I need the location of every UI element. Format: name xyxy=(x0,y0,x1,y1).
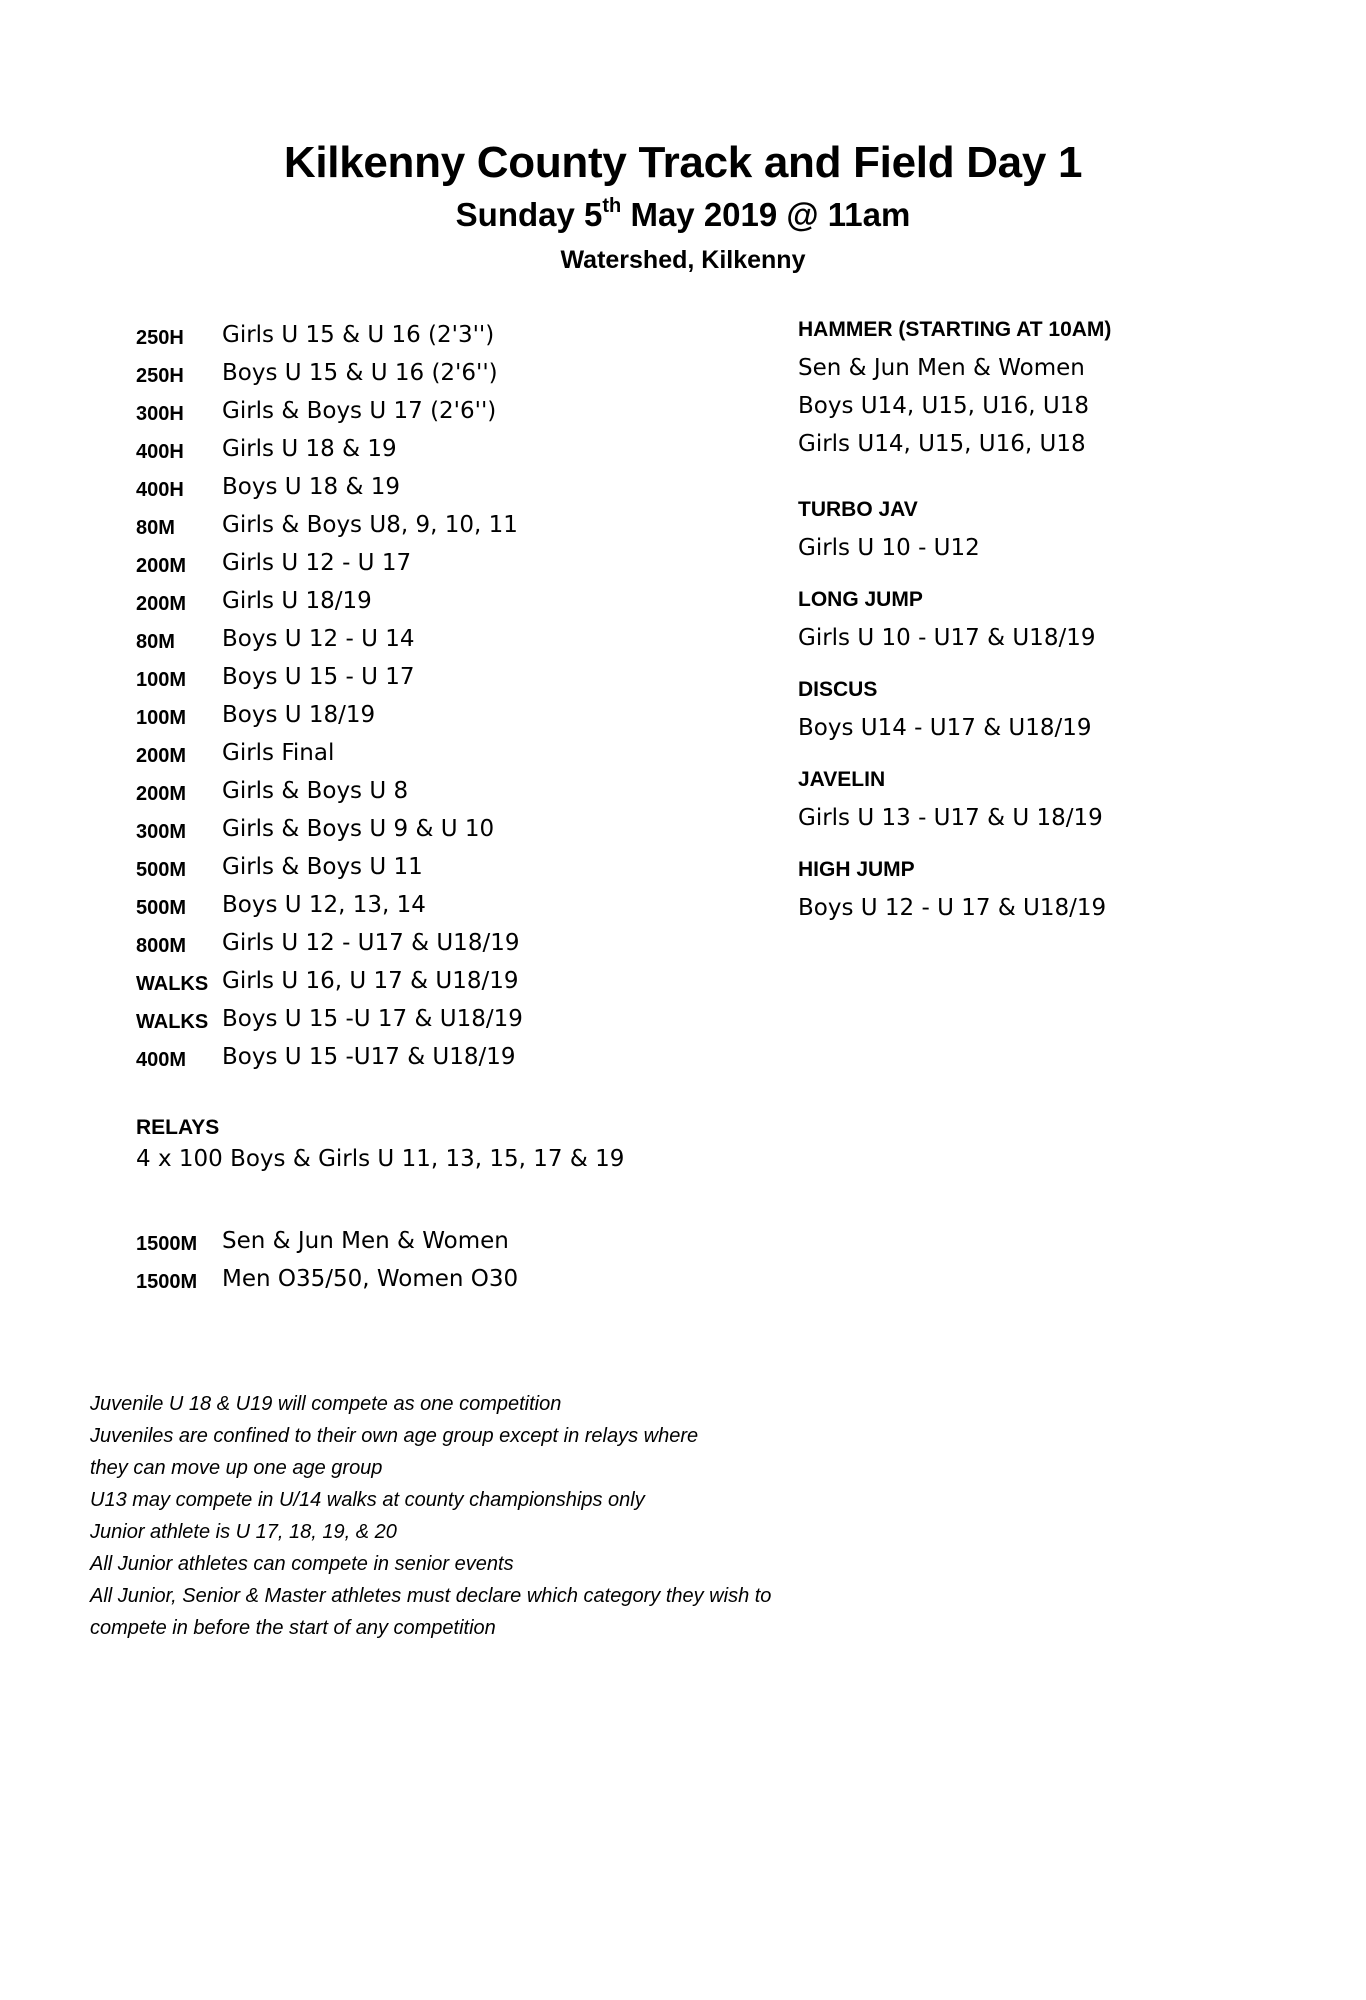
event-description: Boys U 15 & U 16 (2'6'') xyxy=(222,360,498,386)
event-description: Boys U 18 & 19 xyxy=(222,474,400,500)
note-line: Juvenile U 18 & U19 will compete as one competition xyxy=(90,1393,562,1415)
field-event-block xyxy=(798,671,1092,747)
page-title: Kilkenny County Track and Field Day 1 xyxy=(283,138,1083,187)
event-row xyxy=(136,430,796,468)
event-description: Sen & Jun Men & Women xyxy=(222,1228,509,1254)
event-description: Girls U 12 - U 17 xyxy=(222,550,412,576)
event-row xyxy=(136,1222,796,1260)
date-suffix: May 2019 @ 11am xyxy=(621,196,911,233)
event-code: 400M xyxy=(136,1049,187,1071)
event-code: 100M xyxy=(136,707,187,729)
event-row xyxy=(136,848,796,886)
relays-heading: RELAYS xyxy=(136,1116,220,1139)
event-description: Girls U 18/19 xyxy=(222,588,372,614)
event-description: Girls & Boys U 8 xyxy=(222,778,409,804)
event-code: 250H xyxy=(136,365,184,387)
track-events-list xyxy=(136,316,796,1076)
event-code: 400H xyxy=(136,479,184,501)
field-event-block xyxy=(798,581,1095,657)
field-event-block xyxy=(798,491,980,567)
notes-section xyxy=(90,1388,990,1644)
field-event-heading: HAMMER (STARTING AT 10AM) xyxy=(798,318,1112,341)
event-row xyxy=(136,734,796,772)
field-event-line: Boys U 12 - U 17 & U18/19 xyxy=(798,895,1107,921)
field-event-line: Girls U14, U15, U16, U18 xyxy=(798,431,1086,457)
event-code: 80M xyxy=(136,517,175,539)
event-description: Girls & Boys U 11 xyxy=(222,854,423,880)
field-event-block xyxy=(798,311,1111,463)
event-row xyxy=(136,620,796,658)
event-description: Girls U 12 - U17 & U18/19 xyxy=(222,930,520,956)
event-description: Girls & Boys U 9 & U 10 xyxy=(222,816,495,842)
event-code: WALKS xyxy=(136,1011,209,1033)
field-event-heading: DISCUS xyxy=(798,678,878,701)
field-event-heading: HIGH JUMP xyxy=(798,858,915,881)
event-row xyxy=(136,354,796,392)
field-event-heading: TURBO JAV xyxy=(798,498,918,521)
note-line: All Junior athletes can compete in senior events xyxy=(90,1553,514,1575)
event-code: 100M xyxy=(136,669,187,691)
event-row xyxy=(136,1000,796,1038)
event-code: 1500M xyxy=(136,1271,198,1293)
event-code: 200M xyxy=(136,555,187,577)
event-description: Girls Final xyxy=(222,740,335,766)
event-description: Girls U 15 & U 16 (2'3'') xyxy=(222,322,495,348)
event-code: 300H xyxy=(136,403,184,425)
date-prefix: Sunday 5 xyxy=(455,196,603,233)
note-line: All Junior, Senior & Master athletes must declare which category they wish to xyxy=(90,1585,772,1607)
event-row xyxy=(136,658,796,696)
note-line: U13 may compete in U/14 walks at county championships only xyxy=(90,1489,645,1511)
event-code: 80M xyxy=(136,631,175,653)
field-event-line: Girls U 10 - U12 xyxy=(798,535,980,561)
field-event-line: Boys U14 - U17 & U18/19 xyxy=(798,715,1092,741)
field-event-line: Girls U 13 - U17 & U 18/19 xyxy=(798,805,1103,831)
event-row xyxy=(136,506,796,544)
field-event-line: Sen & Jun Men & Women xyxy=(798,355,1085,381)
event-row xyxy=(136,696,796,734)
event-description: Girls U 18 & 19 xyxy=(222,436,397,462)
event-description: Girls U 16, U 17 & U18/19 xyxy=(222,968,519,994)
event-row xyxy=(136,772,796,810)
event-code: 250H xyxy=(136,327,184,349)
events-1500-list xyxy=(136,1222,796,1298)
event-description: Girls & Boys U8, 9, 10, 11 xyxy=(222,512,518,538)
event-row xyxy=(136,810,796,848)
event-row xyxy=(136,582,796,620)
field-event-line: Girls U 10 - U17 & U18/19 xyxy=(798,625,1096,651)
event-description: Boys U 18/19 xyxy=(222,702,376,728)
event-description: Boys U 15 - U 17 xyxy=(222,664,415,690)
event-code: WALKS xyxy=(136,973,209,995)
event-row xyxy=(136,1260,796,1298)
event-code: 300M xyxy=(136,821,187,843)
field-event-line: Boys U14, U15, U16, U18 xyxy=(798,393,1090,419)
field-event-heading: JAVELIN xyxy=(798,768,886,791)
event-date xyxy=(0,196,1366,234)
event-row xyxy=(136,544,796,582)
event-description: Men O35/50, Women O30 xyxy=(222,1266,519,1292)
note-line: Junior athlete is U 17, 18, 19, & 20 xyxy=(90,1521,397,1543)
event-code: 500M xyxy=(136,859,187,881)
event-row xyxy=(136,886,796,924)
field-event-block xyxy=(798,761,1103,837)
relays-description: 4 x 100 Boys & Girls U 11, 13, 15, 17 & 19 xyxy=(136,1146,625,1172)
event-row xyxy=(136,392,796,430)
date-ordinal: th xyxy=(602,195,622,217)
event-code: 200M xyxy=(136,593,187,615)
event-venue: Watershed, Kilkenny xyxy=(560,246,806,274)
event-code: 800M xyxy=(136,935,187,957)
field-event-heading: LONG JUMP xyxy=(798,588,923,611)
note-line: they can move up one age group xyxy=(90,1457,383,1479)
event-row xyxy=(136,316,796,354)
event-description: Girls & Boys U 17 (2'6'') xyxy=(222,398,497,424)
event-row xyxy=(136,924,796,962)
note-line: Juveniles are confined to their own age group except in relays where xyxy=(90,1425,699,1447)
event-row xyxy=(136,962,796,1000)
event-code: 200M xyxy=(136,745,187,767)
event-description: Boys U 12 - U 14 xyxy=(222,626,415,652)
field-event-block xyxy=(798,851,1106,927)
event-description: Boys U 15 -U 17 & U18/19 xyxy=(222,1006,523,1032)
event-row xyxy=(136,1038,796,1076)
event-description: Boys U 12, 13, 14 xyxy=(222,892,426,918)
event-code: 200M xyxy=(136,783,187,805)
event-description: Boys U 15 -U17 & U18/19 xyxy=(222,1044,516,1070)
event-code: 400H xyxy=(136,441,184,463)
event-row xyxy=(136,468,796,506)
note-line: compete in before the start of any competition xyxy=(90,1617,496,1639)
event-code: 500M xyxy=(136,897,187,919)
event-code: 1500M xyxy=(136,1233,198,1255)
